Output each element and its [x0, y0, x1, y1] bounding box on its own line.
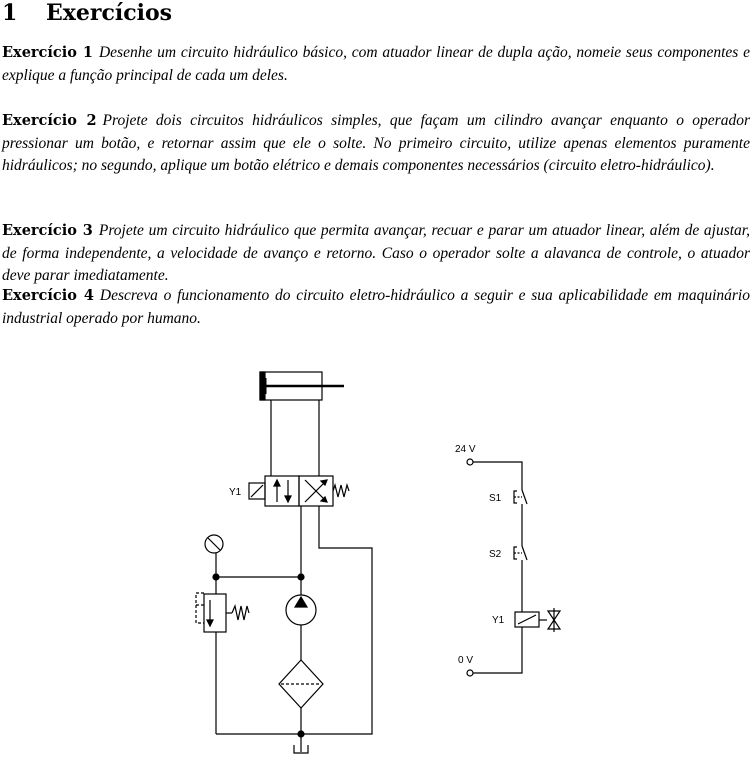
hydraulic-pump — [286, 595, 316, 625]
exercise-label: Exercício 3 — [2, 222, 93, 239]
exercise-label: Exercício 4 — [2, 287, 94, 304]
switch-s2-label: S2 — [489, 549, 502, 560]
coil-y1-label: Y1 — [492, 615, 505, 626]
switch-s2 — [514, 546, 527, 612]
ground-voltage-label: 0 V — [458, 655, 474, 666]
electric-circuit — [467, 459, 560, 676]
supply-voltage-label: 24 V — [455, 444, 476, 455]
exercise-text: Descreva o funcionamento do circuito eletro-hidráulico a seguir e sua aplicabilidade em maquinário industrial operado por humano. — [2, 287, 750, 327]
double-acting-cylinder — [260, 372, 344, 400]
exercise-text: Projete dois circuitos hidráulicos simples, que façam um cilindro avançar enquanto o operador pressionar um botão, e retornar assim que ele o solte. No primeiro circuito, utilize apenas elementos puramente hidráulicos; no segundo, aplique um botão elétrico e demais componentes necessários (circuito eletro-hidráulico). — [2, 112, 750, 174]
relief-valve — [196, 593, 249, 632]
pressure-gauge — [205, 535, 223, 553]
section-title-text: Exercícios — [46, 0, 173, 26]
exercise-label: Exercício 1 — [2, 44, 93, 61]
hydraulic-solenoid-label: Y1 — [229, 487, 242, 498]
hydraulic-circuit — [196, 372, 372, 753]
filter — [279, 660, 323, 708]
exercise-label: Exercício 2 — [2, 112, 97, 129]
exercise-text: Desenhe um circuito hidráulico básico, com atuador linear de dupla ação, nomeie seus componentes e explique a função principal de cada um deles. — [2, 44, 751, 84]
exercise-text: Projete um circuito hidráulico que permita avançar, recuar e parar um atuador linear, além de ajustar, de forma independente, a velocidade de avanço e retorno. Caso o operador solte a alavanca de controle, o atuador deve parar imediatamente. — [2, 222, 750, 284]
switch-s1-label: S1 — [489, 493, 502, 504]
directional-valve — [249, 476, 349, 506]
tank — [294, 745, 308, 753]
switch-s1 — [514, 490, 527, 546]
section-number: 1 — [2, 0, 18, 26]
